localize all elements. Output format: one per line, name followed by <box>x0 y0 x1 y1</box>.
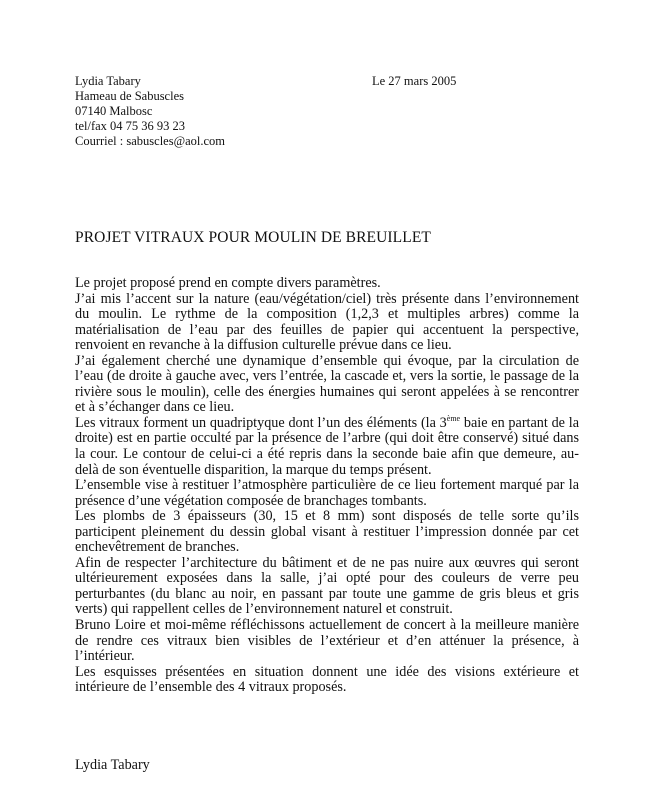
paragraph-colors: Afin de respecter l’architecture du bâtiment et de ne pas nuire aux œuvres qui seront ultérieurement exposées dans la salle, j’ai opté pour des couleurs de verre peu perturbantes (du blanc au noir, en passant par toute une gamme de gris bleus et gris verts) qui rappellent celles de l’environnement naturel et construit. <box>75 554 579 618</box>
sender-name: Lydia Tabary <box>75 74 141 88</box>
paragraph-sketches: Les esquisses présentées en situation donnent une idée des visions extérieure et intérieure de l’ensemble des 4 vitraux proposés. <box>75 663 579 696</box>
document-title: PROJET VITRAUX POUR MOULIN DE BREUILLET <box>75 229 431 246</box>
paragraph-nature: J’ai mis l’accent sur la nature (eau/végétation/ciel) très présente dans l’environnement du moulin. Le rythme de la composition (1,2,3 et multiples arbres) comme la matérialisation de l’eau par des feuilles de papier qui accentuent la perspective, renvoient en revanche à la diffusion culturelle prévue dans ce lieu. <box>75 290 579 354</box>
sender-email: Courriel : sabuscles@aol.com <box>75 134 226 148</box>
signature: Lydia Tabary <box>75 757 150 773</box>
paragraph-leads: Les plombs de 3 épaisseurs (30, 15 et 8 mm) sont disposés de telle sorte qu’ils participent pleinement du dessin global visant à restituer l’impression donnée par cet enchevêtrement de branches. <box>75 508 579 556</box>
letter-body <box>75 276 579 696</box>
paragraph-dynamics: J’ai également cherché une dynamique d’ensemble qui évoque, par la circulation de l’eau (de droite à gauche avec, vers l’entrée, la cascade et, vers la sortie, le passage de la rivière sous le moulin), celle des énergies humaines qui seront appelées à se rencontrer et à s’échanger dans ce lieu. <box>75 352 579 416</box>
paragraph-quadriptych-end: baie en partant de la droite) est en partie occulté par la présence de l’arbre (qui doit être conservé) situé dans la cour. Le contour de celui-ci a été repris dans la seconde baie afin que demeure, au-delà de son éventuelle disparition, la marque du temps présent. <box>75 414 579 478</box>
paragraph-atmosphere: L’ensemble vise à restituer l’atmosphère particulière de ce lieu fortement marqué par la présence d’une végétation composée de branchages tombants. <box>75 477 579 509</box>
sender-address-line2: 07140 Malbosc <box>75 104 153 118</box>
sender-address-line1: Hameau de Sabuscles <box>75 89 184 103</box>
letter-date: Le 27 mars 2005 <box>372 74 457 88</box>
paragraph-quadriptych <box>75 413 579 478</box>
paragraph-visibility: Bruno Loire et moi-même réfléchissons actuellement de concert à la meilleure manière de rendre ces vitraux bien visibles de l’extérieur et d’en atténuer la présence, à l’intérieur. <box>75 617 579 665</box>
sender-phone: tel/fax 04 75 36 93 23 <box>75 119 186 133</box>
paragraph-quadriptych-start: Les vitraux forment un quadriptyque dont l’un des éléments (la 3 <box>75 414 447 431</box>
sender-block <box>75 74 225 149</box>
ordinal-superscript: ème <box>446 413 461 423</box>
paragraph-intro: Le projet proposé prend en compte divers paramètres. <box>75 275 381 291</box>
